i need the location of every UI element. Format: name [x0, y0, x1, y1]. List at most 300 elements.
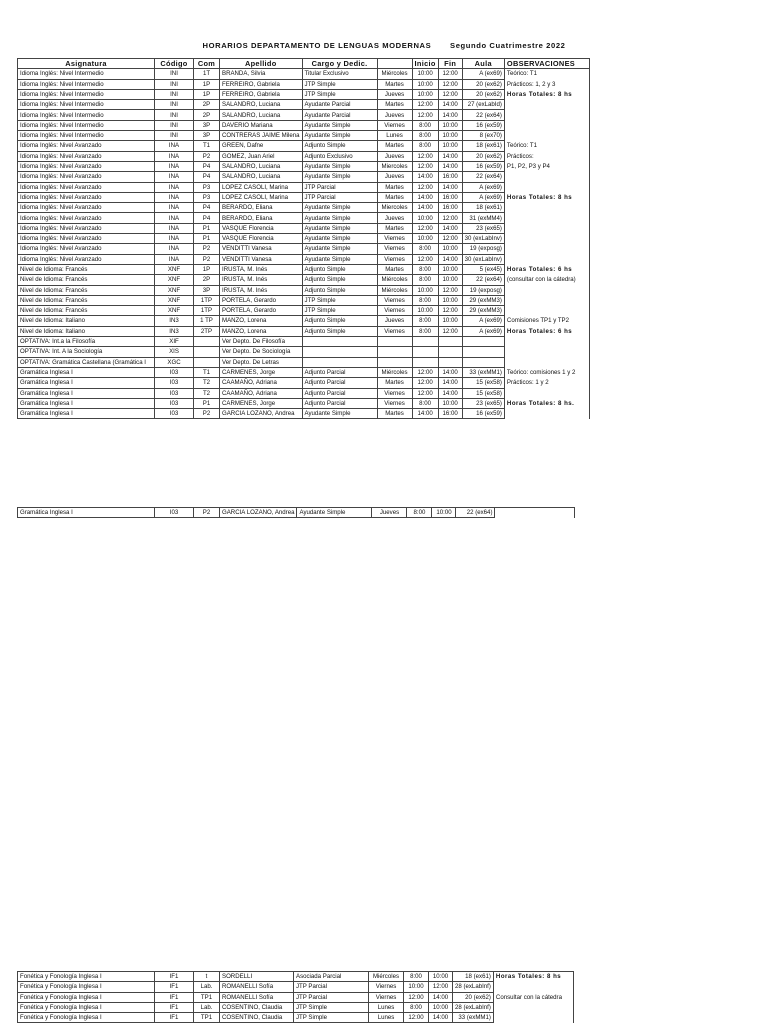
- cell-codigo: XGC: [155, 357, 194, 367]
- cell-com: 1TP: [194, 306, 220, 316]
- cell-apellido: CARMENES, Jorge: [220, 398, 303, 408]
- cell-codigo: XNF: [155, 295, 194, 305]
- cell-aula: 18 (ex61): [462, 141, 504, 151]
- cell-fin: [438, 337, 462, 347]
- cell-aula: 22 (ex64): [456, 508, 495, 518]
- cell-inicio: 12:00: [412, 378, 438, 388]
- cell-inicio: 12:00: [412, 388, 438, 398]
- cell-apellido: VASQUE Florencia: [220, 234, 303, 244]
- cell-aula: A (ex69): [462, 192, 504, 202]
- cell-inicio: [412, 357, 438, 367]
- cell-codigo: I03: [155, 367, 194, 377]
- cell-codigo: INA: [155, 151, 194, 161]
- table-header-row: [18, 59, 590, 69]
- cell-inicio: 12:00: [404, 1013, 429, 1023]
- cell-codigo: I03: [155, 378, 194, 388]
- cell-fin: 12:00: [438, 89, 462, 99]
- cell-apellido: SALANDRO, Luciana: [220, 161, 303, 171]
- table-row: [18, 213, 590, 223]
- cell-cargo: Ayudante Simple: [302, 409, 377, 419]
- cell-asignatura: Gramática Inglesa I: [18, 388, 155, 398]
- cell-asignatura: Nivel de Idioma: Francés: [18, 285, 155, 295]
- cell-fin: [438, 347, 462, 357]
- cell-fin: 10:00: [438, 264, 462, 274]
- table-row: [18, 972, 574, 982]
- cell-asignatura: Idioma Inglés: Nivel Intermedio: [18, 131, 155, 141]
- cell-com: P1: [194, 398, 220, 408]
- header-inicio: Inicio: [412, 59, 438, 69]
- cell-asignatura: Idioma Inglés: Nivel Avanzado: [18, 182, 155, 192]
- cell-dia: Martes: [377, 182, 412, 192]
- cell-asignatura: Nivel de Idioma: Francés: [18, 275, 155, 285]
- cell-asignatura: Idioma Inglés: Nivel Avanzado: [18, 244, 155, 254]
- header-asignatura: Asignatura: [18, 59, 155, 69]
- cell-asignatura: Idioma Inglés: Nivel Intermedio: [18, 100, 155, 110]
- cell-cargo: JTP Simple: [302, 295, 377, 305]
- cell-dia: Miércoles: [369, 972, 404, 982]
- cell-dia: Jueves: [377, 151, 412, 161]
- cell-apellido: SALANDRO, Luciana: [220, 172, 303, 182]
- cell-inicio: 12:00: [412, 367, 438, 377]
- cell-fin: 10:00: [438, 120, 462, 130]
- cell-com: Lab.: [194, 982, 220, 992]
- cell-com: 1P: [194, 79, 220, 89]
- cell-apellido: VENDITTI Vanesa: [220, 254, 303, 264]
- cell-aula: 20 (ex62): [462, 151, 504, 161]
- cell-fin: 14:00: [429, 992, 453, 1002]
- cell-com: T2: [194, 378, 220, 388]
- cell-codigo: I03: [155, 388, 194, 398]
- table-row: [18, 367, 590, 377]
- cell-obs: Horas Totales: 8 hs.: [504, 398, 589, 408]
- cell-fin: 12:00: [429, 982, 453, 992]
- cell-asignatura: Idioma Inglés: Nivel Intermedio: [18, 69, 155, 79]
- cell-cargo: JTP Simple: [302, 79, 377, 89]
- cell-cargo: JTP Parcial: [294, 992, 369, 1002]
- cell-fin: 10:00: [438, 244, 462, 254]
- cell-com: P4: [194, 213, 220, 223]
- cell-com: P1: [194, 234, 220, 244]
- term-title: Segundo Cuatrimestre 2022: [450, 41, 566, 50]
- cell-inicio: 14:00: [412, 203, 438, 213]
- cell-apellido: SORDELLI: [220, 972, 294, 982]
- cell-apellido: COSENTINO, Claudia: [220, 1013, 294, 1023]
- cell-apellido: CARMENES, Jorge: [220, 367, 303, 377]
- cell-cargo: Ayudante Simple: [297, 508, 372, 518]
- schedule-body-top: [18, 69, 590, 419]
- cell-com: P2: [194, 409, 220, 419]
- header-codigo: Código: [155, 59, 194, 69]
- cell-aula: 33 (exMM1): [453, 1013, 494, 1023]
- cell-codigo: INA: [155, 172, 194, 182]
- table-row: [18, 337, 590, 347]
- table-row: [18, 244, 590, 254]
- table-row: [18, 378, 590, 388]
- table-row: [18, 347, 590, 357]
- cell-dia: Viernes: [377, 120, 412, 130]
- cell-dia: Viernes: [377, 326, 412, 336]
- cell-dia: Jueves: [377, 316, 412, 326]
- cell-cargo: JTP Simple: [294, 1013, 369, 1023]
- cell-inicio: [412, 347, 438, 357]
- cell-apellido: ROMANELLI Sofía: [220, 992, 294, 1002]
- cell-obs: Horas Totales: 8 hs: [504, 192, 589, 202]
- cell-com: T1: [194, 367, 220, 377]
- cell-com: 3P: [194, 285, 220, 295]
- table-row: [18, 982, 574, 992]
- cell-com: TP1: [194, 992, 220, 1002]
- table-row: [18, 161, 590, 171]
- cell-cargo: Ayudante Simple: [302, 234, 377, 244]
- cell-aula: 31 (exMM4): [462, 213, 504, 223]
- cell-fin: 10:00: [438, 398, 462, 408]
- cell-inicio: 8:00: [412, 141, 438, 151]
- cell-obs: Horas Totales: 8 hs: [504, 89, 589, 99]
- cell-codigo: INI: [155, 89, 194, 99]
- cell-dia: Viernes: [377, 306, 412, 316]
- cell-com: 1P: [194, 264, 220, 274]
- cell-obs: [504, 223, 589, 233]
- cell-obs: Teórico: comisiones 1 y 2: [504, 367, 589, 377]
- cell-apellido: GARCIA LOZANO, Andrea: [220, 409, 303, 419]
- cell-apellido: FERREIRO, Gabriela: [220, 79, 303, 89]
- schedule-table-bottom: [17, 971, 574, 1023]
- cell-obs: [493, 982, 573, 992]
- cell-dia: Martes: [377, 100, 412, 110]
- table-row: [18, 398, 590, 408]
- cell-cargo: Adjunto Parcial: [302, 378, 377, 388]
- cell-dia: Miércoles: [377, 69, 412, 79]
- cell-inicio: 8:00: [412, 275, 438, 285]
- cell-inicio: 12:00: [412, 223, 438, 233]
- cell-apellido: IRUSTA, M. Inés: [220, 275, 303, 285]
- cell-obs: [504, 213, 589, 223]
- cell-cargo: Titular Exclusivo: [302, 69, 377, 79]
- cell-aula: 22 (ex64): [462, 172, 504, 182]
- cell-apellido: Ver Depto. De Filosofía: [220, 337, 303, 347]
- cell-dia: Viernes: [369, 992, 404, 1002]
- table-row: [18, 223, 590, 233]
- cell-cargo: JTP Simple: [302, 306, 377, 316]
- cell-codigo: IF1: [155, 1013, 194, 1023]
- cell-apellido: COSENTINO, Claudia: [220, 1002, 294, 1012]
- cell-apellido: SALANDRO, Luciana: [220, 100, 303, 110]
- table-row: [18, 992, 574, 1002]
- cell-asignatura: Idioma Inglés: Nivel Avanzado: [18, 172, 155, 182]
- cell-com: 2P: [194, 275, 220, 285]
- table-row: [18, 151, 590, 161]
- cell-asignatura: Fonética y Fonología Inglesa I: [18, 972, 155, 982]
- cell-aula: 18 (ex61): [462, 203, 504, 213]
- table-row: [18, 508, 575, 518]
- cell-fin: 10:00: [438, 141, 462, 151]
- cell-dia: Jueves: [377, 89, 412, 99]
- cell-aula: 5 (ex45): [462, 264, 504, 274]
- cell-aula: 27 (exLabId): [462, 100, 504, 110]
- cell-fin: 10:00: [429, 1002, 453, 1012]
- cell-codigo: IN3: [155, 316, 194, 326]
- cell-apellido: BRANDA, Silvia: [220, 69, 303, 79]
- cell-fin: 14:00: [438, 100, 462, 110]
- cell-fin: 16:00: [438, 172, 462, 182]
- cell-asignatura: Fonética y Fonología Inglesa I: [18, 992, 155, 1002]
- table-row: [18, 141, 590, 151]
- cell-com: P2: [194, 244, 220, 254]
- cell-asignatura: Gramática Inglesa I: [18, 378, 155, 388]
- cell-inicio: 10:00: [412, 306, 438, 316]
- cell-com: P4: [194, 203, 220, 213]
- cell-com: Lab.: [194, 1002, 220, 1012]
- cell-fin: 14:00: [438, 254, 462, 264]
- header-aula: Aula: [462, 59, 504, 69]
- cell-obs: [504, 337, 589, 347]
- cell-fin: 14:00: [438, 367, 462, 377]
- cell-fin: 12:00: [438, 69, 462, 79]
- cell-obs: Horas Totales: 6 hs: [504, 264, 589, 274]
- cell-apellido: CAAMAÑO, Adriana: [220, 388, 303, 398]
- cell-apellido: CONTRERAS JAIME Milena: [220, 131, 303, 141]
- cell-inicio: [412, 337, 438, 347]
- cell-fin: 14:00: [438, 151, 462, 161]
- cell-apellido: MANZO, Lorena: [220, 326, 303, 336]
- cell-dia: Viernes: [377, 398, 412, 408]
- cell-fin: [438, 357, 462, 367]
- cell-fin: 10:00: [438, 131, 462, 141]
- cell-fin: 10:00: [438, 295, 462, 305]
- cell-inicio: 8:00: [412, 316, 438, 326]
- cell-com: [194, 357, 220, 367]
- cell-asignatura: Idioma Inglés: Nivel Avanzado: [18, 213, 155, 223]
- cell-com: 3P: [194, 120, 220, 130]
- cell-aula: 16 (ex59): [462, 120, 504, 130]
- cell-aula: [462, 347, 504, 357]
- cell-obs: Prácticos: 1 y 2: [504, 378, 589, 388]
- cell-dia: Jueves: [377, 110, 412, 120]
- cell-aula: 16 (ex59): [462, 161, 504, 171]
- cell-obs: Prácticos:: [504, 151, 589, 161]
- cell-obs: P1, P2, P3 y P4: [504, 161, 589, 171]
- cell-dia: Miércoles: [377, 367, 412, 377]
- cell-obs: (consultar con la cátedra): [504, 275, 589, 285]
- cell-inicio: 12:00: [412, 110, 438, 120]
- cell-fin: 12:00: [438, 306, 462, 316]
- cell-inicio: 10:00: [412, 89, 438, 99]
- cell-codigo: INI: [155, 120, 194, 130]
- cell-codigo: INI: [155, 79, 194, 89]
- cell-inicio: 12:00: [412, 161, 438, 171]
- cell-com: t: [194, 972, 220, 982]
- cell-obs: Consultar con la cátedra: [493, 992, 573, 1002]
- cell-aula: 23 (ex65): [462, 223, 504, 233]
- cell-cargo: Adjunto Simple: [302, 326, 377, 336]
- cell-obs: [504, 234, 589, 244]
- cell-aula: [462, 357, 504, 367]
- table-row: [18, 357, 590, 367]
- cell-fin: 14:00: [438, 182, 462, 192]
- cell-codigo: INA: [155, 244, 194, 254]
- cell-cargo: Ayudante Simple: [302, 244, 377, 254]
- cell-cargo: Ayudante Simple: [302, 213, 377, 223]
- cell-fin: 14:00: [438, 161, 462, 171]
- table-row: [18, 264, 590, 274]
- cell-dia: Martes: [377, 141, 412, 151]
- cell-obs: [504, 120, 589, 130]
- cell-apellido: BERARDO, Eliana: [220, 203, 303, 213]
- cell-fin: 10:00: [438, 275, 462, 285]
- cell-obs: [504, 409, 589, 419]
- cell-obs: Prácticos: 1, 2 y 3: [504, 79, 589, 89]
- cell-cargo: JTP Simple: [294, 1002, 369, 1012]
- cell-apellido: ROMANELLI Sofía: [220, 982, 294, 992]
- cell-dia: Martes: [377, 79, 412, 89]
- table-row: [18, 388, 590, 398]
- cell-asignatura: Nivel de Idioma: Francés: [18, 306, 155, 316]
- cell-apellido: DAVERIO Mariana: [220, 120, 303, 130]
- cell-asignatura: Gramática Inglesa I: [18, 409, 155, 419]
- cell-codigo: IF1: [155, 1002, 194, 1012]
- cell-aula: 30 (exLabInv): [462, 234, 504, 244]
- header-observaciones: OBSERVACIONES: [504, 59, 589, 69]
- cell-fin: 14:00: [438, 378, 462, 388]
- cell-cargo: Ayudante Simple: [302, 120, 377, 130]
- cell-inicio: 14:00: [412, 192, 438, 202]
- cell-com: 2TP: [194, 326, 220, 336]
- cell-com: 1TP: [194, 295, 220, 305]
- cell-com: 1T: [194, 69, 220, 79]
- cell-obs: Comisiones TP1 y TP2: [504, 316, 589, 326]
- cell-obs: [504, 295, 589, 305]
- cell-cargo: Ayudante Simple: [302, 223, 377, 233]
- cell-apellido: GREEN, Dafne: [220, 141, 303, 151]
- cell-inicio: 8:00: [404, 972, 429, 982]
- cell-com: P4: [194, 172, 220, 182]
- cell-inicio: 8:00: [412, 398, 438, 408]
- cell-cargo: Adjunto Simple: [302, 264, 377, 274]
- cell-com: [194, 337, 220, 347]
- cell-asignatura: Idioma Inglés: Nivel Avanzado: [18, 161, 155, 171]
- header-com: Com: [194, 59, 220, 69]
- cell-asignatura: Idioma Inglés: Nivel Avanzado: [18, 203, 155, 213]
- cell-apellido: LOPEZ CASOLI, Marina: [220, 182, 303, 192]
- cell-cargo: Adjunto Simple: [302, 141, 377, 151]
- cell-aula: 28 (exLabInf): [453, 982, 494, 992]
- cell-dia: Miércoles: [377, 275, 412, 285]
- cell-asignatura: Idioma Inglés: Nivel Avanzado: [18, 223, 155, 233]
- cell-aula: 19 (exposg): [462, 244, 504, 254]
- cell-asignatura: Gramática Inglesa I: [18, 367, 155, 377]
- cell-inicio: 8:00: [412, 131, 438, 141]
- cell-inicio: 14:00: [412, 172, 438, 182]
- cell-cargo: Ayudante Simple: [302, 254, 377, 264]
- table-row: [18, 295, 590, 305]
- table-row: [18, 1002, 574, 1012]
- table-row: [18, 131, 590, 141]
- cell-cargo: Adjunto Parcial: [302, 388, 377, 398]
- cell-cargo: [302, 347, 377, 357]
- cell-asignatura: Nivel de Idioma: Italiano: [18, 326, 155, 336]
- cell-fin: 12:00: [438, 79, 462, 89]
- cell-dia: Miércoles: [377, 285, 412, 295]
- cell-asignatura: Idioma Inglés: Nivel Intermedio: [18, 110, 155, 120]
- cell-obs: [504, 388, 589, 398]
- cell-obs: Horas Totales: 8 hs: [493, 972, 573, 982]
- cell-aula: 29 (exMM3): [462, 295, 504, 305]
- cell-aula: 30 (exLabInv): [462, 254, 504, 264]
- cell-obs: [504, 131, 589, 141]
- department-title: HORARIOS DEPARTAMENTO DE LENGUAS MODERNAS: [202, 41, 432, 50]
- cell-asignatura: Gramática Inglesa I: [18, 398, 155, 408]
- table-row: [18, 192, 590, 202]
- cell-asignatura: OPTATIVA: Gramática Castellana (Gramática I: [18, 357, 155, 367]
- cell-dia: Jueves: [377, 172, 412, 182]
- cell-fin: 16:00: [438, 192, 462, 202]
- cell-aula: 16 (ex59): [462, 409, 504, 419]
- cell-apellido: LOPEZ CASOLI, Marina: [220, 192, 303, 202]
- cell-aula: 15 (ex58): [462, 378, 504, 388]
- cell-aula: 33 (exMM1): [462, 367, 504, 377]
- cell-obs: Teórico: T1: [504, 69, 589, 79]
- cell-com: 1P: [194, 89, 220, 99]
- cell-asignatura: OPTATIVA: Int.a la Filosofía: [18, 337, 155, 347]
- cell-inicio: 8:00: [412, 295, 438, 305]
- cell-inicio: 10:00: [412, 234, 438, 244]
- table-row: [18, 110, 590, 120]
- cell-asignatura: Idioma Inglés: Nivel Avanzado: [18, 234, 155, 244]
- cell-apellido: VENDITTI Vanesa: [220, 244, 303, 254]
- cell-cargo: Adjunto Parcial: [302, 367, 377, 377]
- cell-fin: 16:00: [438, 203, 462, 213]
- cell-cargo: Asociada Parcial: [294, 972, 369, 982]
- cell-cargo: Adjunto Exclusivo: [302, 151, 377, 161]
- cell-apellido: MANZO, Lorena: [220, 316, 303, 326]
- cell-apellido: VASQUE Florencia: [220, 223, 303, 233]
- cell-cargo: Ayudante Parcial: [302, 110, 377, 120]
- cell-codigo: I03: [155, 508, 194, 518]
- cell-inicio: 14:00: [412, 409, 438, 419]
- cell-asignatura: Idioma Inglés: Nivel Intermedio: [18, 79, 155, 89]
- cell-aula: 20 (ex62): [462, 89, 504, 99]
- cell-dia: Viernes: [377, 244, 412, 254]
- cell-com: P2: [194, 151, 220, 161]
- cell-dia: Martes: [377, 409, 412, 419]
- table-row: [18, 254, 590, 264]
- cell-apellido: CAAMAÑO, Adriana: [220, 378, 303, 388]
- cell-aula: 15 (ex58): [462, 388, 504, 398]
- cell-codigo: INA: [155, 234, 194, 244]
- cell-apellido: Ver Depto. De Letras: [220, 357, 303, 367]
- page-title: [0, 41, 768, 50]
- cell-asignatura: Nivel de Idioma: Francés: [18, 264, 155, 274]
- cell-codigo: I03: [155, 398, 194, 408]
- cell-obs: [504, 347, 589, 357]
- cell-codigo: INI: [155, 69, 194, 79]
- table-row: [18, 100, 590, 110]
- cell-com: 2P: [194, 110, 220, 120]
- cell-apellido: BERARDO, Eliana: [220, 213, 303, 223]
- cell-fin: 14:00: [429, 1013, 453, 1023]
- cell-apellido: GARCIA LOZANO, Andrea: [220, 508, 297, 518]
- cell-dia: Miercoles: [377, 161, 412, 171]
- cell-fin: 12:00: [438, 285, 462, 295]
- cell-asignatura: Fonética y Fonología Inglesa I: [18, 1002, 155, 1012]
- cell-com: P3: [194, 182, 220, 192]
- cell-codigo: INA: [155, 223, 194, 233]
- cell-asignatura: Idioma Inglés: Nivel Avanzado: [18, 151, 155, 161]
- cell-asignatura: Fonética y Fonología Inglesa I: [18, 1013, 155, 1023]
- cell-codigo: INA: [155, 161, 194, 171]
- cell-codigo: INA: [155, 141, 194, 151]
- cell-codigo: INA: [155, 182, 194, 192]
